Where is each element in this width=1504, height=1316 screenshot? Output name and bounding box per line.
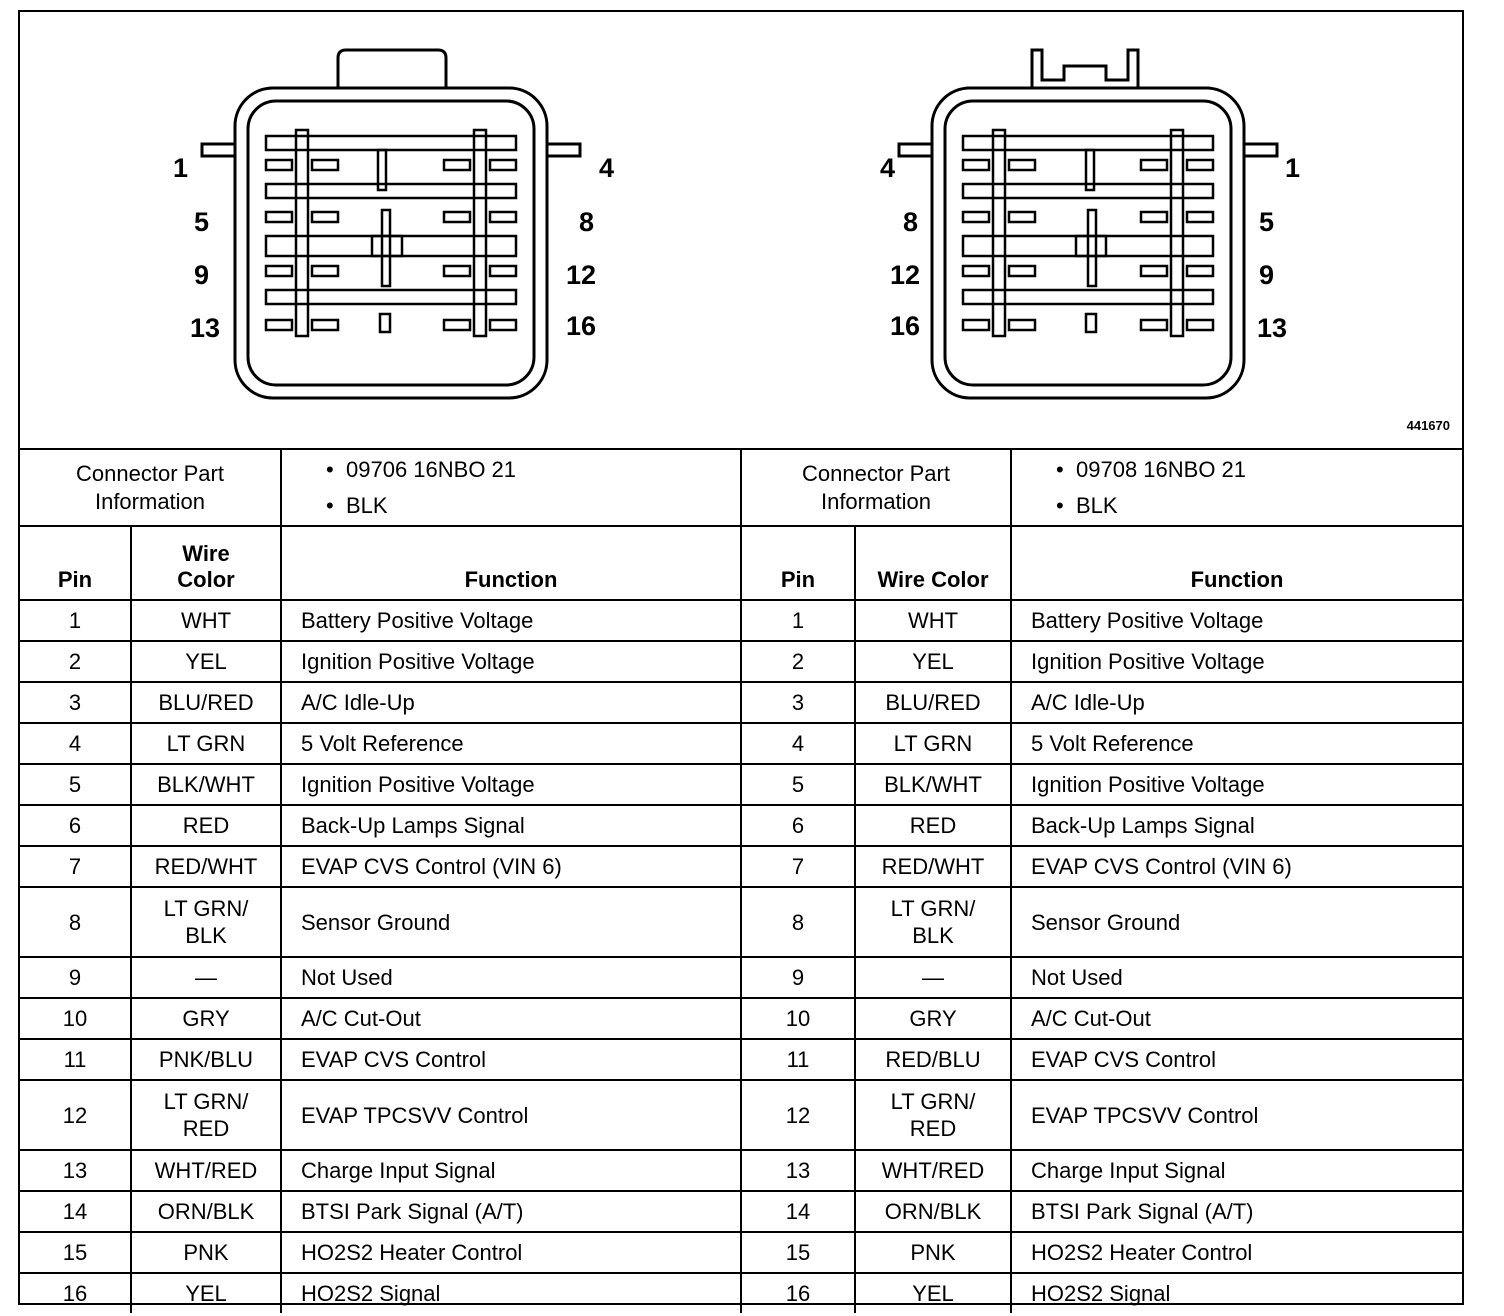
right-connector-pin-label: 5 [1259,207,1275,237]
right-connector-face [899,50,1277,398]
function-cell: HO2S2 Heater Control [1011,1232,1462,1273]
wire-color-cell: PNK [855,1232,1011,1273]
function-cell: EVAP CVS Control (VIN 6) [1011,846,1462,887]
pin-cell: 4 [741,723,855,764]
pin-cell: 2 [741,641,855,682]
wire-color-cell: YEL [855,1273,1011,1313]
table-row [20,1080,1462,1150]
right-connector-pin-label: 12 [890,260,921,290]
pin-cell: 16 [741,1273,855,1313]
function-cell: Sensor Ground [1011,887,1462,957]
wire-color-cell [131,887,281,957]
function-cell: Back-Up Lamps Signal [281,805,741,846]
wire-color-line: BLK [185,923,227,948]
pin-cell: 10 [741,998,855,1039]
pin-cell: 7 [741,846,855,887]
wire-color-line: LT GRN/ [163,896,249,921]
left-connector-pin-label: 8 [579,207,595,237]
pin-cell: 1 [20,600,131,641]
header-function: Function [281,526,741,600]
wire-color-cell: YEL [855,641,1011,682]
wire-color-cell: YEL [131,1273,281,1313]
wire-color-line: LT GRN/ [890,1089,976,1114]
wire-color-cell: RED/WHT [131,846,281,887]
right-connector-pin-label: 13 [1257,313,1288,343]
connector-drawings [20,12,1462,448]
function-cell: Back-Up Lamps Signal [1011,805,1462,846]
pin-cell: 13 [20,1150,131,1191]
wire-color-cell: WHT/RED [131,1150,281,1191]
left-part-color: BLK [346,492,388,518]
wire-color-cell: WHT/RED [855,1150,1011,1191]
header-function: Function [1011,526,1462,600]
pin-cell: 8 [20,887,131,957]
left-connector-pin-label: 13 [190,313,221,343]
connector-part-info-row [20,449,1462,526]
function-cell: Not Used [281,957,741,998]
wire-color-line: RED [909,1116,957,1141]
wire-color-cell: BLU/RED [855,682,1011,723]
wire-color-line: BLK [912,923,954,948]
function-cell: Sensor Ground [281,887,741,957]
right-part-info: • 09708 16NBO 21 • BLK [1011,449,1462,526]
function-cell: Not Used [1011,957,1462,998]
pin-cell: 8 [741,887,855,957]
pin-cell: 11 [20,1039,131,1080]
info-label-line: Information [820,488,932,514]
right-part-color: BLK [1076,492,1118,518]
wire-color-cell: — [131,957,281,998]
function-cell: EVAP CVS Control [1011,1039,1462,1080]
wire-color-cell: BLU/RED [131,682,281,723]
wire-color-cell: RED/WHT [855,846,1011,887]
wire-color-cell [131,1080,281,1150]
header-pin: Pin [741,526,855,600]
pinout-table [20,448,1462,1313]
wire-color-cell: WHT [131,600,281,641]
function-cell: EVAP CVS Control (VIN 6) [281,846,741,887]
table-row [20,1191,1462,1232]
wire-color-cell: GRY [131,998,281,1039]
wire-color-line: RED [182,1116,230,1141]
wire-color-cell [855,887,1011,957]
connector-part-info-label [741,449,1011,526]
function-cell: A/C Idle-Up [1011,682,1462,723]
pin-cell: 12 [20,1080,131,1150]
function-cell: Battery Positive Voltage [281,600,741,641]
pin-cell: 15 [20,1232,131,1273]
table-row [20,600,1462,641]
pin-cell: 15 [741,1232,855,1273]
table-row [20,641,1462,682]
function-cell: 5 Volt Reference [281,723,741,764]
function-cell: EVAP CVS Control [281,1039,741,1080]
function-cell: Ignition Positive Voltage [281,641,741,682]
pin-cell: 12 [741,1080,855,1150]
function-cell: Battery Positive Voltage [1011,600,1462,641]
pin-cell: 6 [741,805,855,846]
wire-color-cell: RED [131,805,281,846]
pin-cell: 9 [20,957,131,998]
table-row [20,1273,1462,1313]
header-wire-color [131,526,281,600]
pin-cell: 11 [741,1039,855,1080]
function-cell: 5 Volt Reference [1011,723,1462,764]
function-cell: Ignition Positive Voltage [281,764,741,805]
function-cell: Ignition Positive Voltage [1011,764,1462,805]
column-header-row [20,526,1462,600]
right-part-number: 09708 16NBO 21 [1076,456,1247,482]
function-cell: BTSI Park Signal (A/T) [1011,1191,1462,1232]
function-cell: BTSI Park Signal (A/T) [281,1191,741,1232]
function-cell: HO2S2 Signal [281,1273,741,1313]
left-connector-pin-label: 16 [566,311,597,341]
connector-part-info-label [20,449,281,526]
right-connector-pin-label: 9 [1259,260,1275,290]
right-connector-pin-label: 4 [880,153,896,183]
wire-color-cell: ORN/BLK [131,1191,281,1232]
table-row [20,682,1462,723]
pin-cell: 1 [741,600,855,641]
pin-cell: 4 [20,723,131,764]
function-cell: Charge Input Signal [281,1150,741,1191]
wire-color-cell: LT GRN [131,723,281,764]
table-row [20,957,1462,998]
figure-id: 441670 [1406,418,1450,433]
pin-cell: 5 [741,764,855,805]
wire-color-cell: BLK/WHT [131,764,281,805]
pin-cell: 10 [20,998,131,1039]
table-row [20,1039,1462,1080]
table-row [20,998,1462,1039]
wire-color-cell: PNK [131,1232,281,1273]
pin-cell: 13 [741,1150,855,1191]
wire-color-cell: YEL [131,641,281,682]
wire-color-cell: WHT [855,600,1011,641]
pin-cell: 2 [20,641,131,682]
function-cell: A/C Cut-Out [281,998,741,1039]
right-connector-pin-label: 8 [903,207,919,237]
header-pin: Pin [20,526,131,600]
wire-color-cell: LT GRN [855,723,1011,764]
function-cell: EVAP TPCSVV Control [281,1080,741,1150]
function-cell: EVAP TPCSVV Control [1011,1080,1462,1150]
header-wire-color-line: Color [177,567,235,592]
info-label-line: Connector Part [76,460,224,486]
pin-cell: 14 [20,1191,131,1232]
table-row [20,1150,1462,1191]
right-connector-pin-label: 1 [1285,153,1301,183]
pin-cell: 3 [20,682,131,723]
pin-cell: 3 [741,682,855,723]
info-label-line: Connector Part [802,460,950,486]
function-cell: HO2S2 Signal [1011,1273,1462,1313]
table-row [20,887,1462,957]
wire-color-cell [855,1080,1011,1150]
wire-color-cell: RED [855,805,1011,846]
table-row [20,764,1462,805]
pin-cell: 5 [20,764,131,805]
pin-cell: 16 [20,1273,131,1313]
wire-color-line: LT GRN/ [890,896,976,921]
left-part-number: 09706 16NBO 21 [346,456,517,482]
left-connector-pin-label: 5 [194,207,210,237]
wire-color-cell: GRY [855,998,1011,1039]
wire-color-cell: — [855,957,1011,998]
wire-color-cell: RED/BLU [855,1039,1011,1080]
header-wire-color-line: Wire [182,541,230,566]
left-part-info: • 09706 16NBO 21 • BLK [281,449,741,526]
wire-color-cell: BLK/WHT [855,764,1011,805]
left-connector-pin-label: 4 [599,153,615,183]
connector-diagram [20,12,1462,448]
pin-cell: 14 [741,1191,855,1232]
left-connector-pin-label: 1 [173,153,189,183]
document-frame [18,10,1464,1305]
function-cell: HO2S2 Heater Control [281,1232,741,1273]
function-cell: A/C Cut-Out [1011,998,1462,1039]
header-wire-color: Wire Color [855,526,1011,600]
wire-color-cell: PNK/BLU [131,1039,281,1080]
pin-cell: 6 [20,805,131,846]
table-row [20,723,1462,764]
wire-color-cell: ORN/BLK [855,1191,1011,1232]
pin-cell: 9 [741,957,855,998]
pin-cell: 7 [20,846,131,887]
table-row [20,1232,1462,1273]
table-row [20,805,1462,846]
left-connector-face [202,50,580,398]
info-label-line: Information [94,488,206,514]
table-row [20,846,1462,887]
left-connector-pin-label: 9 [194,260,210,290]
right-connector-pin-label: 16 [890,311,921,341]
function-cell: Ignition Positive Voltage [1011,641,1462,682]
function-cell: Charge Input Signal [1011,1150,1462,1191]
left-connector-pin-label: 12 [566,260,597,290]
function-cell: A/C Idle-Up [281,682,741,723]
wire-color-line: LT GRN/ [163,1089,249,1114]
